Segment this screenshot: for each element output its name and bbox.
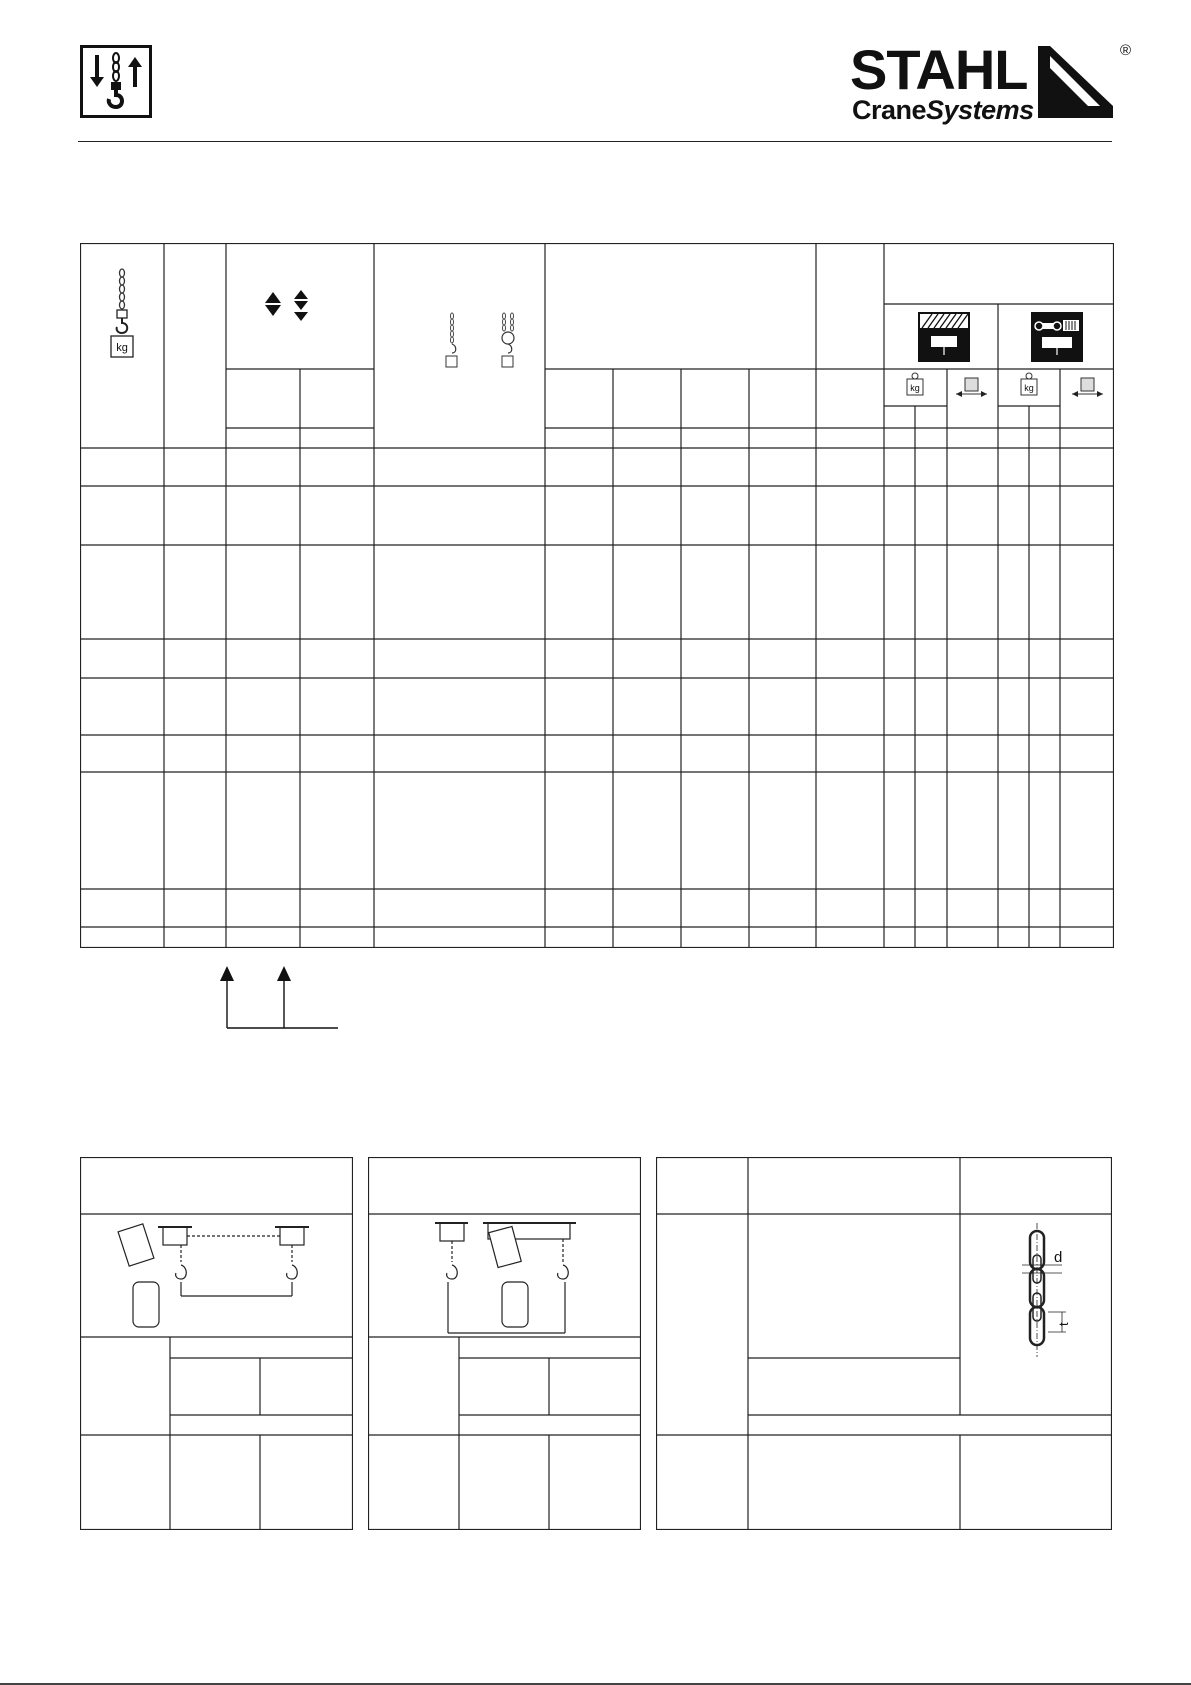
registered-mark: ® — [1120, 42, 1132, 59]
main-data-table — [80, 243, 1114, 948]
panel-trolley-middle — [368, 1157, 641, 1530]
trolley-beam-icon — [918, 312, 970, 362]
reeving-single-icon — [446, 313, 457, 367]
stahl-logo-mark — [1038, 46, 1113, 118]
reeving-double-icon — [502, 313, 514, 367]
weight-icon — [907, 373, 923, 395]
panel-chain-spec — [656, 1157, 1112, 1530]
chain-t-label: t — [1056, 1322, 1071, 1326]
brand-sub-plain: Crane — [852, 95, 927, 125]
brand-subtitle — [852, 96, 1034, 124]
brand-name: STAHL — [850, 38, 1028, 101]
width-icon-2 — [1072, 378, 1103, 397]
weight-icon-2 — [1021, 373, 1037, 395]
hoist-weight-label: kg — [116, 342, 128, 354]
trolley-drawing-middle — [435, 1223, 576, 1333]
brand-sub-italic: Systems — [926, 95, 1034, 125]
stahl-brand — [850, 38, 1140, 125]
width-icon — [956, 378, 987, 397]
header-rule — [78, 141, 1112, 142]
weight-label-2: kg — [1024, 383, 1034, 393]
callout-arrows — [210, 965, 340, 1031]
lift-speed-arrows-icon — [265, 290, 308, 321]
panel-trolley-left — [80, 1157, 353, 1530]
chain-d-label: d — [1054, 1249, 1063, 1266]
hoist-load-icon — [111, 269, 133, 357]
chain-link-icon — [1022, 1223, 1066, 1357]
chain-hoist-icon — [80, 45, 152, 118]
weight-label-1: kg — [910, 383, 920, 393]
trolley-chain-icon — [1031, 312, 1083, 362]
trolley-drawing-left — [118, 1224, 309, 1327]
